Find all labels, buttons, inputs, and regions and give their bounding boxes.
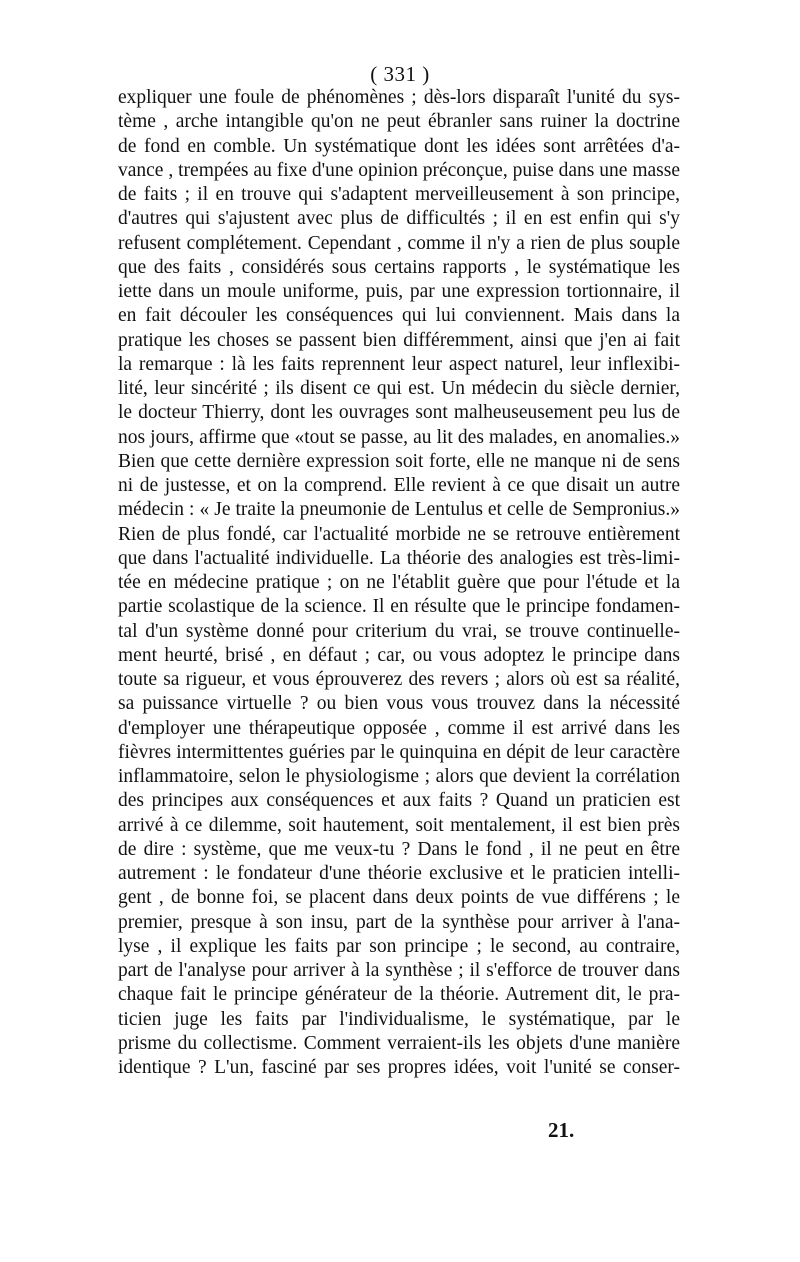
- text-line: tée en médecine pratique ; on ne l'établit guère que pour l'étude et la: [118, 572, 680, 593]
- text-line: toute sa rigueur, et vous éprouverez des revers ; alors où est sa réalité,: [118, 669, 680, 690]
- text-line: sa puissance virtuelle ? ou bien vous vous trouvez dans la nécessité: [118, 693, 680, 715]
- text-line: iette dans un moule uniforme, puis, par une expression tortionnaire, il: [118, 281, 680, 302]
- text-line: ni de justesse, et on la comprend. Elle revient à ce que disait un autre: [118, 475, 680, 496]
- text-line: partie scolastique de la science. Il en résulte que le principe fondamen-: [118, 596, 680, 618]
- text-line: arrivé à ce dilemme, soit hautement, soit mentalement, il est bien près: [118, 814, 680, 836]
- text-line: que dans l'actualité individuelle. La théorie des analogies est très-limi-: [118, 547, 680, 569]
- text-line: d'employer une thérapeutique opposée , comme il est arrivé dans les: [118, 717, 680, 739]
- body-text: [118, 86, 680, 1080]
- text-line: que des faits , considérés sous certains rapports , le systématique les: [118, 256, 680, 278]
- text-line: ticien juge les faits par l'individualisme, le systématique, par le: [118, 1008, 680, 1030]
- text-line: Bien que cette dernière expression soit forte, elle ne manque ni de sens: [118, 450, 680, 472]
- text-line: des principes aux conséquences et aux faits ? Quand un praticien est: [118, 790, 680, 812]
- page-number: ( 331 ): [370, 62, 430, 86]
- text-line: chaque fait le principe générateur de la théorie. Autrement dit, le pra-: [118, 984, 680, 1006]
- text-line: de dire : système, que me veux-tu ? Dans le fond , il ne peut en être: [118, 838, 680, 860]
- text-line: le docteur Thierry, dont les ouvrages sont malheuseusement peu lus de: [118, 402, 680, 424]
- text-line: en fait découler les conséquences qui lui conviennent. Mais dans la: [118, 305, 680, 327]
- text-line: refusent complétement. Cependant , comme il n'y a rien de plus souple: [118, 232, 680, 254]
- text-line: tème , arche intangible qu'on ne peut ébranler sans ruiner la doctrine: [118, 111, 680, 133]
- text-line: la remarque : là les faits reprennent leur aspect naturel, leur inflexibi-: [118, 353, 680, 375]
- text-line: ment heurté, brisé , en défaut ; car, ou vous adoptez le principe dans: [118, 644, 680, 666]
- text-line: fièvres intermittentes guéries par le quinquina en dépit de leur caractère: [118, 741, 680, 763]
- text-line: premier, presque à son insu, part de la synthèse pour arriver à l'ana-: [118, 911, 680, 933]
- text-line: de faits ; il en trouve qui s'adaptent merveilleusement à son principe,: [118, 184, 680, 205]
- text-line: autrement : le fondateur d'une théorie exclusive et le praticien intelli-: [118, 863, 680, 884]
- text-line: nos jours, affirme que «tout se passe, au lit des malades, en anomalies.»: [118, 426, 680, 448]
- text-line: prisme du collectisme. Comment verraient-ils les objets d'une manière: [118, 1032, 680, 1054]
- text-line: médecin : « Je traite la pneumonie de Lentulus et celle de Sempronius.»: [118, 499, 680, 521]
- text-line: vance , trempées au fixe d'une opinion préconçue, puise dans une masse: [118, 159, 680, 181]
- text-line: Rien de plus fondé, car l'actualité morbide ne se retrouve entièrement: [118, 523, 680, 545]
- signature-mark: 21.: [548, 1118, 575, 1142]
- text-line: lité, leur sincérité ; ils disent ce qui est. Un médecin du siècle dernier,: [118, 378, 680, 399]
- text-line: tal d'un système donné pour criterium du vrai, se trouve continuelle-: [118, 620, 680, 642]
- text-line: pratique les choses se passent bien différemment, ainsi que j'en ai fait: [118, 329, 680, 351]
- text-line: de fond en comble. Un systématique dont les idées sont arrêtées d'a-: [118, 135, 680, 157]
- text-line: gent , de bonne foi, se placent dans deux points de vue différens ; le: [118, 887, 680, 909]
- text-line: lyse , il explique les faits par son principe ; le second, au contraire,: [118, 935, 680, 957]
- text-line: identique ? L'un, fasciné par ses propres idées, voit l'unité se conser-: [118, 1057, 680, 1078]
- text-line: part de l'analyse pour arriver à la synthèse ; il s'efforce de trouver dans: [118, 960, 680, 981]
- text-line: inflammatoire, selon le physiologisme ; alors que devient la corrélation: [118, 766, 680, 787]
- text-line: expliquer une foule de phénomènes ; dès-lors disparaît l'unité du sys-: [118, 87, 680, 108]
- text-line: d'autres qui s'ajustent avec plus de difficultés ; il en est enfin qui s'y: [118, 208, 680, 230]
